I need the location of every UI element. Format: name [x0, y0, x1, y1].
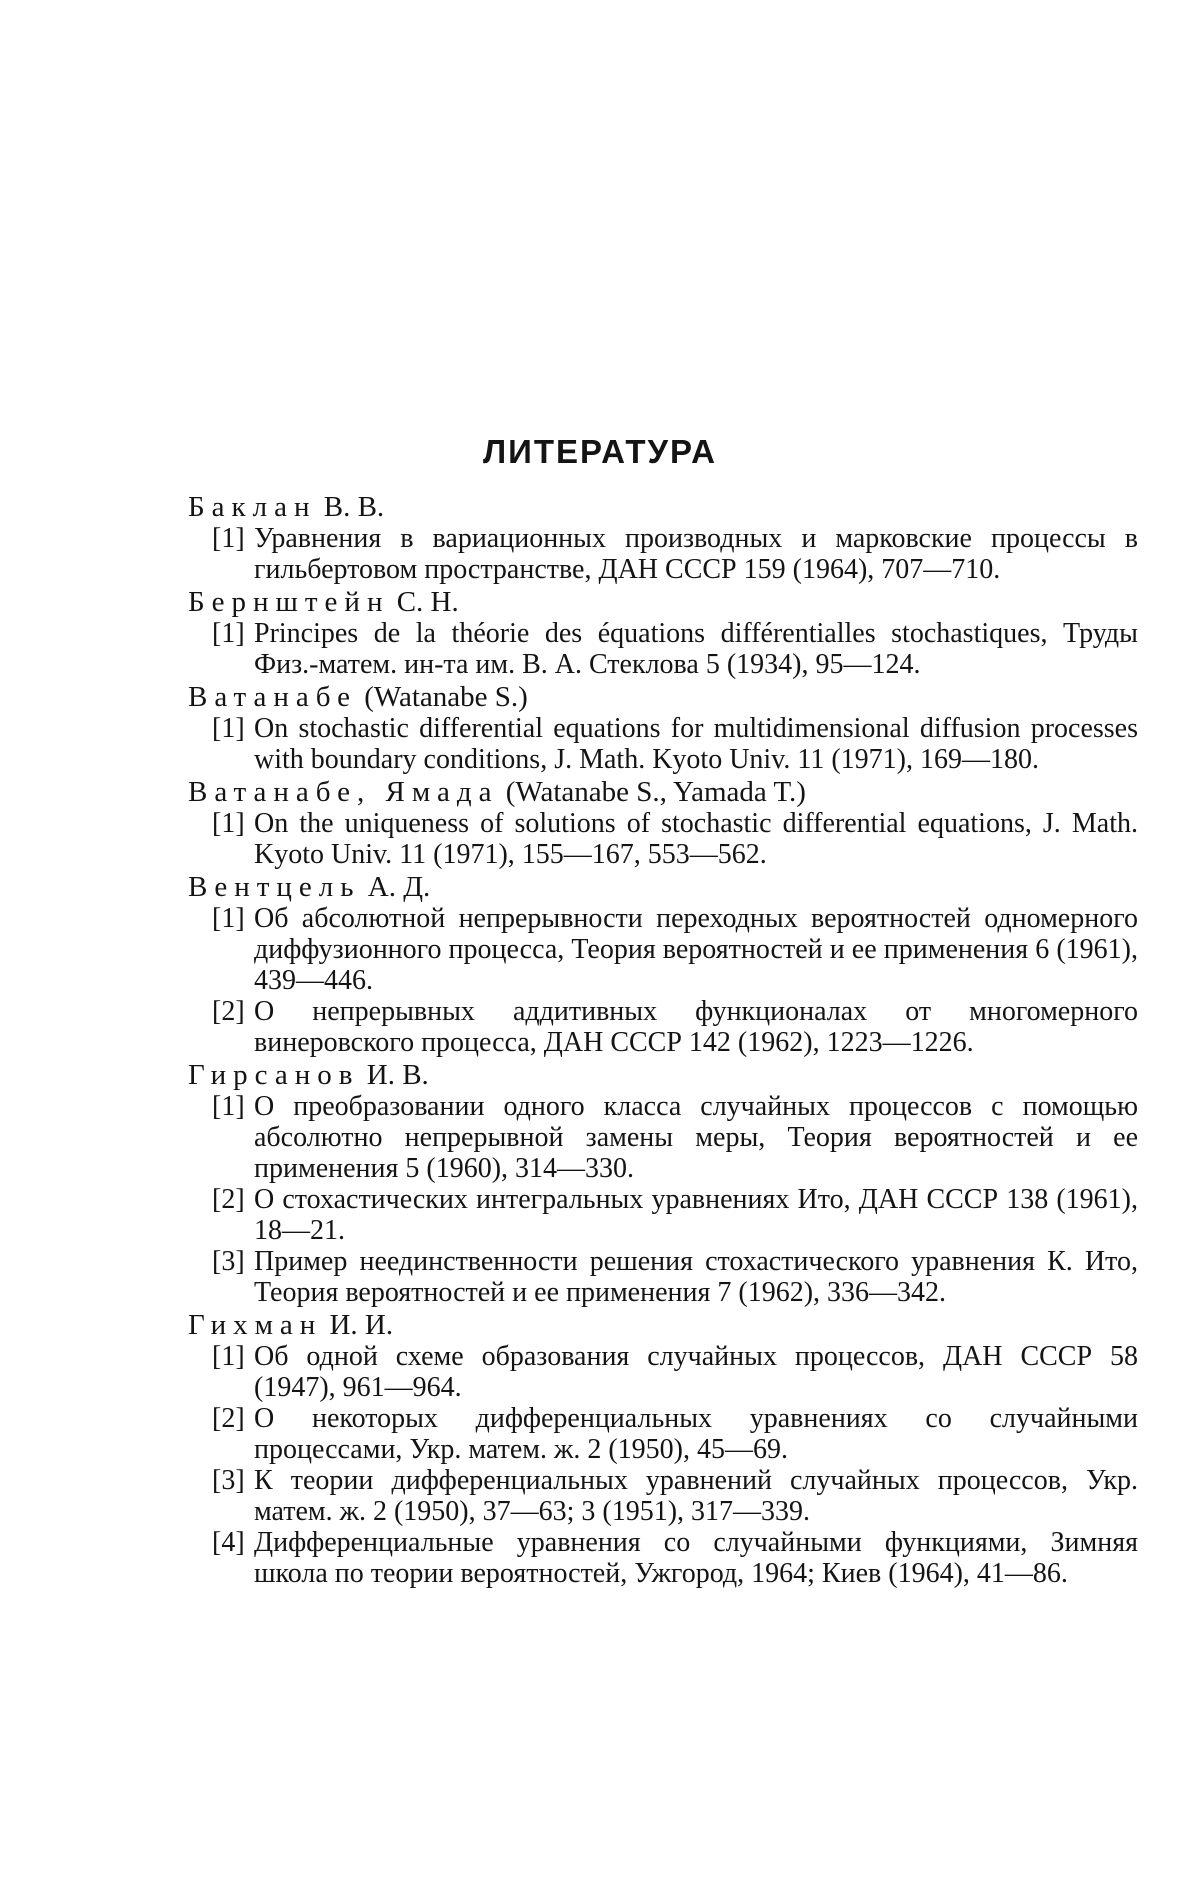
author-name: Гирсанов — [188, 1059, 360, 1091]
author-name: Баклан — [188, 491, 317, 523]
bibliography-entry — [188, 523, 1138, 585]
entry-number: [4] — [212, 1527, 245, 1558]
entry-text: Пример неединственности решения стохастического уравнения К. Ито, Теория вероятностей и ее применения 7 (1962), 336—342. — [254, 1246, 1138, 1308]
author-heading — [188, 1060, 1138, 1091]
bibliography-entry — [188, 1527, 1138, 1589]
entry-text: Уравнения в вариационных производных и марковские процессы в гильбертовом пространстве, ДАН СССР 159 (1964), 707—710. — [254, 523, 1138, 585]
entry-text: О стохастических интегральных уравнениях Ито, ДАН СССР 138 (1961), 18—21. — [254, 1184, 1138, 1246]
author-initials: И. В. — [359, 1059, 429, 1091]
entry-text: О некоторых дифференциальных уравнениях со случайными процессами, Укр. матем. ж. 2 (1950), 45—69. — [254, 1403, 1138, 1465]
entry-text: On the uniqueness of solutions of stochastic differential equations, J. Math. Kyoto Univ. 11 (1971), 155—167, 553—562. — [254, 808, 1138, 870]
entry-number: [3] — [212, 1465, 245, 1496]
entry-number: [1] — [212, 903, 245, 934]
author-initials: В. В. — [316, 491, 385, 523]
bibliography-entry — [188, 618, 1138, 680]
bibliography-entry — [188, 1465, 1138, 1527]
entry-text: Об абсолютной непрерывности переходных вероятностей одномерного диффузионного процесса, Теория вероятностей и ее применения 6 (1961), 439—446. — [254, 903, 1138, 996]
bibliography-entry — [188, 1246, 1138, 1308]
author-name: Гихман — [188, 1309, 323, 1341]
author-heading — [188, 872, 1138, 903]
entry-number: [1] — [212, 523, 245, 554]
entry-number: [1] — [212, 808, 245, 839]
entry-text: On stochastic differential equations for multidimensional diffusion processes with boundary conditions, J. Math. Kyoto Univ. 11 (1971), 169—180. — [254, 713, 1138, 775]
author-initials: С. Н. — [389, 586, 459, 618]
entry-number: [1] — [212, 1341, 245, 1372]
author-name: Ватанабе — [188, 681, 357, 713]
author-heading — [188, 587, 1138, 618]
bibliography-entry — [188, 903, 1138, 996]
author-initials: И. И. — [322, 1309, 394, 1341]
entry-number: [2] — [212, 1403, 245, 1434]
author-initials: А. Д. — [360, 871, 431, 903]
bibliography-list — [188, 492, 1138, 1589]
page-title: ЛИТЕРАТУРА — [483, 433, 717, 470]
entry-text: О непрерывных аддитивных функционалах от многомерного винеровского процесса, ДАН СССР 142 (1962), 1223—1226. — [254, 996, 1138, 1058]
entry-number: [2] — [212, 1184, 245, 1215]
bibliography-entry — [188, 808, 1138, 870]
author-heading — [188, 682, 1138, 713]
author-name: Бернштейн — [188, 586, 390, 618]
author-heading — [188, 492, 1138, 523]
entry-text: Дифференциальные уравнения со случайными функциями, Зимняя школа по теории вероятностей, Ужгород, 1964; Киев (1964), 41—86. — [254, 1527, 1138, 1589]
entry-number: [1] — [212, 713, 245, 744]
entry-number: [1] — [212, 618, 245, 649]
entry-text: Об одной схеме образования случайных процессов, ДАН СССР 58 (1947), 961—964. — [254, 1341, 1138, 1403]
entry-text: К теории дифференциальных уравнений случайных процессов, Укр. матем. ж. 2 (1950), 37—63; 3 (1951), 317—339. — [254, 1465, 1138, 1527]
author-initials: (Watanabe S.) — [357, 681, 528, 713]
author-heading — [188, 777, 1138, 808]
bibliography-entry — [188, 713, 1138, 775]
bibliography-entry — [188, 996, 1138, 1058]
bibliography-entry — [188, 1091, 1138, 1184]
bibliography-entry — [188, 1403, 1138, 1465]
author-heading — [188, 1310, 1138, 1341]
bibliography-entry — [188, 1184, 1138, 1246]
author-initials: (Watanabe S., Yamada T.) — [498, 776, 806, 808]
author-name: Ватанабе, Ямада — [188, 776, 499, 808]
entry-number: [3] — [212, 1246, 245, 1277]
entry-text: Principes de la théorie des équations différentialles stochastiques, Труды Физ.-матем. ин-та им. В. А. Стеклова 5 (1934), 95—124. — [254, 618, 1138, 680]
bibliography-entry — [188, 1341, 1138, 1403]
entry-number: [2] — [212, 996, 245, 1027]
entry-number: [1] — [212, 1091, 245, 1122]
entry-text: О преобразовании одного класса случайных процессов с помощью абсолютно непрерывной замены меры, Теория вероятностей и ее применения 5 (1960), 314—330. — [254, 1091, 1138, 1184]
author-name: Вентцель — [188, 871, 361, 903]
